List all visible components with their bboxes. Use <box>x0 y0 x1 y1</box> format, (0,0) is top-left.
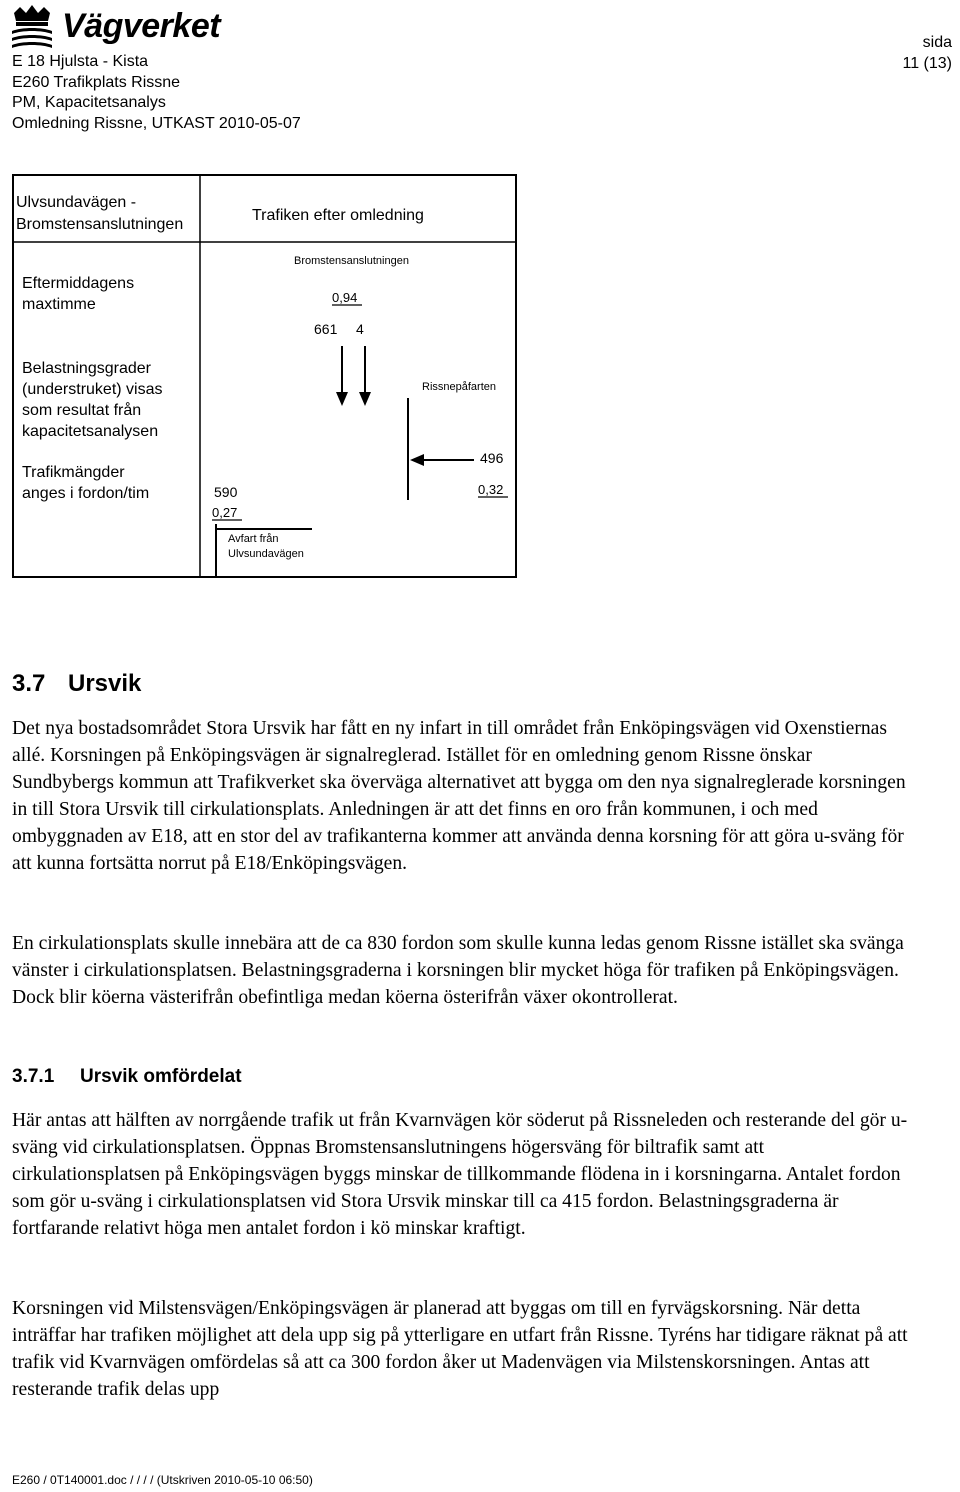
traffic-diagram <box>12 174 517 578</box>
subsection-paragraph-2: Korsningen vid Milstensvägen/Enköpingsvägen är planerad att byggas om till en fyrvägskorsning. När detta inträffar har trafiken möjlighet att dela upp sig på ytterligare en utfart från Rissne. Tyréns har tidigare räknat på att trafik vid Kvarnvägen omfördelas så att ca 300 fordon åker ut Madenvägen via Milstenskorsningen. Antas att resterande trafik delas upp <box>12 1298 908 1401</box>
subsection-title: Ursvik omfördelat <box>80 1066 242 1087</box>
header-line-type: PM, Kapacitetsanalys <box>12 94 166 111</box>
legend-peak-line-1: Eftermiddagens <box>22 275 135 292</box>
page-label: sida <box>922 34 952 51</box>
title-left-line-2: Bromstensanslutningen <box>16 216 184 233</box>
page-footer: E260 / 0T140001.doc / / / / (Utskriven 2010-05-10 06:50) <box>12 1473 313 1487</box>
header-line-object: E260 Trafikplats Rissne <box>12 73 181 91</box>
logo <box>8 2 220 50</box>
east-degree: 0,32 <box>478 482 504 497</box>
east-volume: 496 <box>480 450 504 466</box>
label-north: Bromstensanslutningen <box>294 255 409 267</box>
south-degree: 0,27 <box>212 505 238 520</box>
section-paragraph-2: En cirkulationsplats skulle innebära att de ca 830 fordon som skulle kunna ledas genom Rissne istället ska svänga vänster i cirkulationsplatsen. Belastningsgraderna i korsningen blir mycket höga för trafiken på Enköpingsvägen. Dock blir köerna västerifrån obefintliga medan köerna österifrån växer okontrollerat. <box>12 933 904 1009</box>
page-number: 11 (13) <box>902 54 952 72</box>
legend-load-line-3: som resultat från <box>22 402 142 419</box>
legend-load-line-1: Belastningsgrader <box>22 360 151 377</box>
section-paragraph-1: Det nya bostadsområdet Stora Ursvik har fått en ny infart in till området från Enköpingsvägen vid Oxenstiernas allé. Korsningen på Enköpingsvägen är signalreglerad. Istället för en omledning genom Rissne önskar Sundbybergs kommun att Trafikverket ska överväga alternativet att bygga om den nya signalreglerade korsningen in till Stora Ursvik till cirkulationsplats. Anledningen är att det finns en oro från kommunen, i och med ombyggnaden av E18, att en stor del av trafikanterna kommer att använda denna korsning för att göra u-sväng för att kunna fortsätta norrut på E18/Enköpingsvägen. <box>12 718 906 875</box>
document-header <box>12 52 301 134</box>
logo-text: Vägverket <box>62 7 221 45</box>
north-degree: 0,94 <box>332 290 358 305</box>
label-south-line-2: Ulvsundavägen <box>228 548 304 560</box>
title-left-line-1: Ulvsundavägen - <box>16 194 137 211</box>
south-volume: 590 <box>214 484 238 500</box>
north-left-volume: 661 <box>314 321 338 337</box>
subsection-number: 3.7.1 <box>12 1066 55 1087</box>
legend-volume-line-1: Trafikmängder <box>22 464 125 481</box>
legend-volume-line-2: anges i fordon/tim <box>22 485 150 502</box>
section-number: 3.7 <box>12 670 46 697</box>
subsection-heading <box>12 1066 242 1088</box>
header-line-version: Omledning Rissne, UTKAST 2010-05-07 <box>12 114 301 132</box>
section-title: Ursvik <box>68 670 142 697</box>
legend-load-line-2: (understruket) visas <box>22 381 163 398</box>
legend-load-line-4: kapacitetsanalysen <box>22 423 159 440</box>
crown-emblem-icon <box>8 3 56 49</box>
north-right-volume: 4 <box>356 321 364 337</box>
section-heading <box>12 670 141 698</box>
label-south-line-1: Avfart från <box>228 533 279 545</box>
header-line-project: E 18 Hjulsta - Kista <box>12 53 149 70</box>
legend-peak-line-2: maxtimme <box>22 296 96 313</box>
subsection-paragraph-1: Här antas att hälften av norrgående trafik ut från Kvarnvägen kör söderut på Rissneleden och resterande del gör u-sväng vid cirkulationsplatsen. Öppnas Bromstensanslutningens högersväng för biltrafik samt att cirkulationsplatsen på Enköpingsvägen byggs minskar de tillkommande flödena in i korsningarna. Antalet fordon som gör u-sväng i cirkulationsplatsen vid Stora Ursvik minskar till ca 415 fordon. Belastningsgraderna är fortfarande relativt höga men antalet fordon i kö minskar kraftigt. <box>12 1110 908 1240</box>
diagram-title-right: Trafiken efter omledning <box>252 207 424 224</box>
label-east: Rissnepåfarten <box>422 381 496 393</box>
page-indicator <box>902 33 952 74</box>
